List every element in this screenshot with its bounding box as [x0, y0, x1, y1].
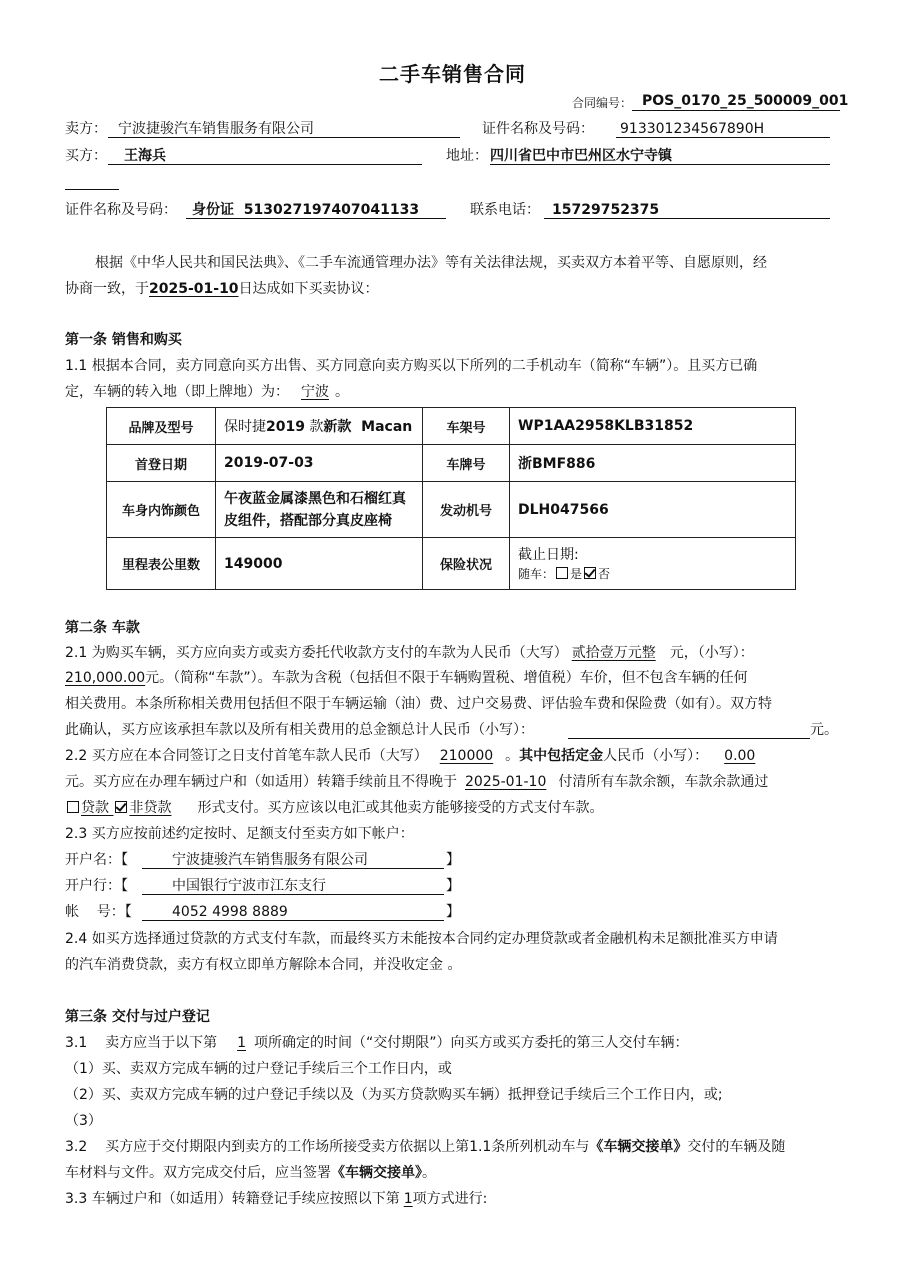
contract-no-label: 合同编号： — [572, 96, 633, 110]
brand-value: 保时捷2019 款新款 Macan — [216, 408, 423, 445]
insurance-no-checkbox — [584, 567, 596, 579]
payment-method: 贷款 非贷款 — [65, 800, 197, 816]
contract-no: POS_0170_25_500009_001 — [642, 93, 849, 109]
article-2-2-line-1: 2.2 买方应在本合同签订之日支付首笔车款人民币（大写） 210000 。其中包括定金人民币（小写）： 0.00 — [65, 748, 756, 764]
article-1-1-line-1: 1.1 根据本合同，卖方同意向买方出售、买方同意向卖方购买以下所列的二手机动车（简称“车辆”）。且买方已确 — [65, 358, 758, 374]
article-2-1-line-1: 2.1 为购买车辆，买方应向卖方或卖方委托代收款方支付的车款为人民币（大写） 贰拾壹万元整 元，（小写）： — [65, 645, 754, 661]
vin-value: WP1AA2958KLB31852 — [510, 408, 796, 445]
article-2-title: 第二条 车款 — [65, 620, 140, 636]
table-row — [107, 445, 796, 482]
buyer-label: 买方： — [65, 148, 107, 164]
table-row — [107, 482, 796, 538]
article-3-3: 3.3 车辆过户和（如适用）转籍登记手续应按照以下第 1项方式进行: — [65, 1191, 488, 1207]
table-row — [107, 408, 796, 445]
balance-due-date: 2025-01-10 — [465, 774, 547, 790]
article-1-1-line-2: 定，车辆的转入地（即上牌地）为： 宁波 。 — [65, 384, 349, 400]
seller-id: 913301234567890H — [620, 121, 765, 137]
transfer-item: 1 — [403, 1191, 413, 1207]
account-no-label: 帐 号：【 — [65, 904, 132, 920]
insurance-value — [510, 538, 796, 590]
seller-id-label: 证件名称及号码： — [482, 121, 594, 137]
account-bank: 中国银行宁波市江东支行 — [172, 878, 326, 894]
seller-name: 宁波捷骏汽车销售服务有限公司 — [118, 121, 314, 137]
bracket-close: 】 — [446, 852, 460, 868]
table-row — [107, 538, 796, 590]
article-2-2-line-3: 贷款 非贷款 形式支付。买方应该以电汇或其他卖方能够接受的方式支付车款。 — [65, 798, 603, 818]
buyer-phone: 15729752375 — [552, 202, 660, 218]
contract-title: 二手车销售合同 — [379, 62, 526, 86]
odometer-label: 里程表公里数 — [107, 538, 216, 590]
no-loan-checkbox — [115, 801, 127, 813]
account-bank-label: 开户行：【 — [65, 878, 128, 894]
vehicle-info-table — [106, 407, 796, 590]
plate-value: 浙BMF886 — [510, 445, 796, 482]
buyer-id-label: 证件名称及号码： — [65, 202, 177, 218]
buyer-address: 四川省巴中市巴州区水宁寺镇 — [490, 148, 672, 164]
transfer-city: 宁波 — [301, 384, 329, 400]
deposit-amount: 0.00 — [724, 748, 756, 764]
insurance-with-car: 随车： 是 否 — [518, 566, 611, 581]
article-3-option-1: （1）买、卖双方完成车辆的过户登记手续后三个工作日内，或 — [65, 1061, 452, 1077]
total-unit: 元。 — [810, 722, 838, 738]
article-3-option-2: （2）买、卖双方完成车辆的过户登记手续以及（为买方贷款购买车辆）抵押登记手续后三个工作日内，或; — [65, 1087, 723, 1103]
article-3-1: 3.1 卖方应当于以下第 1 项所确定的时间（“交付期限”）向买方或买方委托的第三人交付车辆： — [65, 1035, 689, 1051]
insurance-deadline: 截止日期: — [518, 546, 579, 563]
bracket-close: 】 — [446, 904, 460, 920]
article-2-3: 2.3 买方应按前述约定按时、足额支付至卖方如下帐户： — [65, 826, 414, 842]
intro-line-2: 协商一致，于2025-01-10日达成如下买卖协议： — [65, 281, 379, 297]
brand-label: 品牌及型号 — [107, 408, 216, 445]
price-upper: 贰拾壹万元整 — [571, 645, 656, 661]
article-2-1-line-2: 210,000.00元。（简称“车款”）。车款为含税（包括但不限于车辆购置税、增值税）车价，但不包含车辆的任何 — [65, 670, 748, 686]
article-2-1-line-3: 相关费用。本条所称相关费用包括但不限于车辆运输（油）费、过户交易费、评估验车费和保险费（如有）。双方特 — [65, 696, 772, 712]
reg-date-value: 2019-07-03 — [216, 445, 423, 482]
article-2-4-line-2: 的汽车消费贷款，卖方有权立即单方解除本合同，并没收定金 。 — [65, 957, 462, 973]
account-no: 4052 4998 8889 — [172, 904, 288, 920]
loan-checkbox — [67, 801, 79, 813]
color-value: 午夜蓝金属漆黑色和石榴红真 皮组件，搭配部分真皮座椅 — [216, 482, 423, 538]
article-2-2-line-2: 元。买方应在办理车辆过户和（如适用）转籍手续前且不得晚于 2025-01-10 付清所有车款余额，车款余款通过 — [65, 774, 769, 790]
address-label: 地址： — [446, 148, 488, 164]
phone-label: 联系电话： — [470, 202, 540, 218]
buyer-id: 身份证 513027197407041133 — [192, 202, 420, 218]
insurance-yes-checkbox — [556, 567, 568, 579]
insurance-label: 保险状况 — [423, 538, 510, 590]
delivery-item: 1 — [237, 1035, 246, 1051]
article-2-1-line-4: 此确认，买方应该承担车款以及所有相关费用的总金额总计人民币（小写）： — [65, 722, 534, 738]
price-amount: 210,000.00 — [65, 670, 146, 686]
account-name-label: 开户名：【 — [65, 852, 128, 868]
article-3-title: 第三条 交付与过户登记 — [65, 1009, 210, 1025]
agreement-date: 2025-01-10 — [149, 281, 239, 297]
bracket-close: 】 — [446, 878, 460, 894]
reg-date-label: 首登日期 — [107, 445, 216, 482]
seller-label: 卖方： — [65, 121, 107, 137]
article-3-2-line-2: 车材料与文件。双方完成交付后，应当签署《车辆交接单》。 — [65, 1165, 436, 1181]
article-3-2-line-1: 3.2 买方应于交付期限内到卖方的工作场所接受卖方依据以上第1.1条所列机动车与《车辆交接单》交付的车辆及随 — [65, 1139, 786, 1155]
engine-label: 发动机号 — [423, 482, 510, 538]
intro-line-1: 根据《中华人民共和国民法典》、《二手车流通管理办法》等有关法律法规，买卖双方本着平等、自愿原则，经 — [95, 255, 767, 271]
engine-value: DLH047566 — [510, 482, 796, 538]
buyer-name: 王海兵 — [124, 148, 166, 164]
plate-label: 车牌号 — [423, 445, 510, 482]
article-1-title: 第一条 销售和购买 — [65, 332, 182, 348]
color-label: 车身内饰颜色 — [107, 482, 216, 538]
odometer-value: 149000 — [216, 538, 423, 590]
article-2-4-line-1: 2.4 如买方选择通过贷款的方式支付车款，而最终买方未能按本合同约定办理贷款或者金融机构未足额批准买方申请 — [65, 931, 778, 947]
vin-label: 车架号 — [423, 408, 510, 445]
account-name: 宁波捷骏汽车销售服务有限公司 — [172, 852, 368, 868]
article-3-option-3: （3） — [65, 1113, 102, 1129]
first-payment: 210000 — [439, 748, 494, 764]
